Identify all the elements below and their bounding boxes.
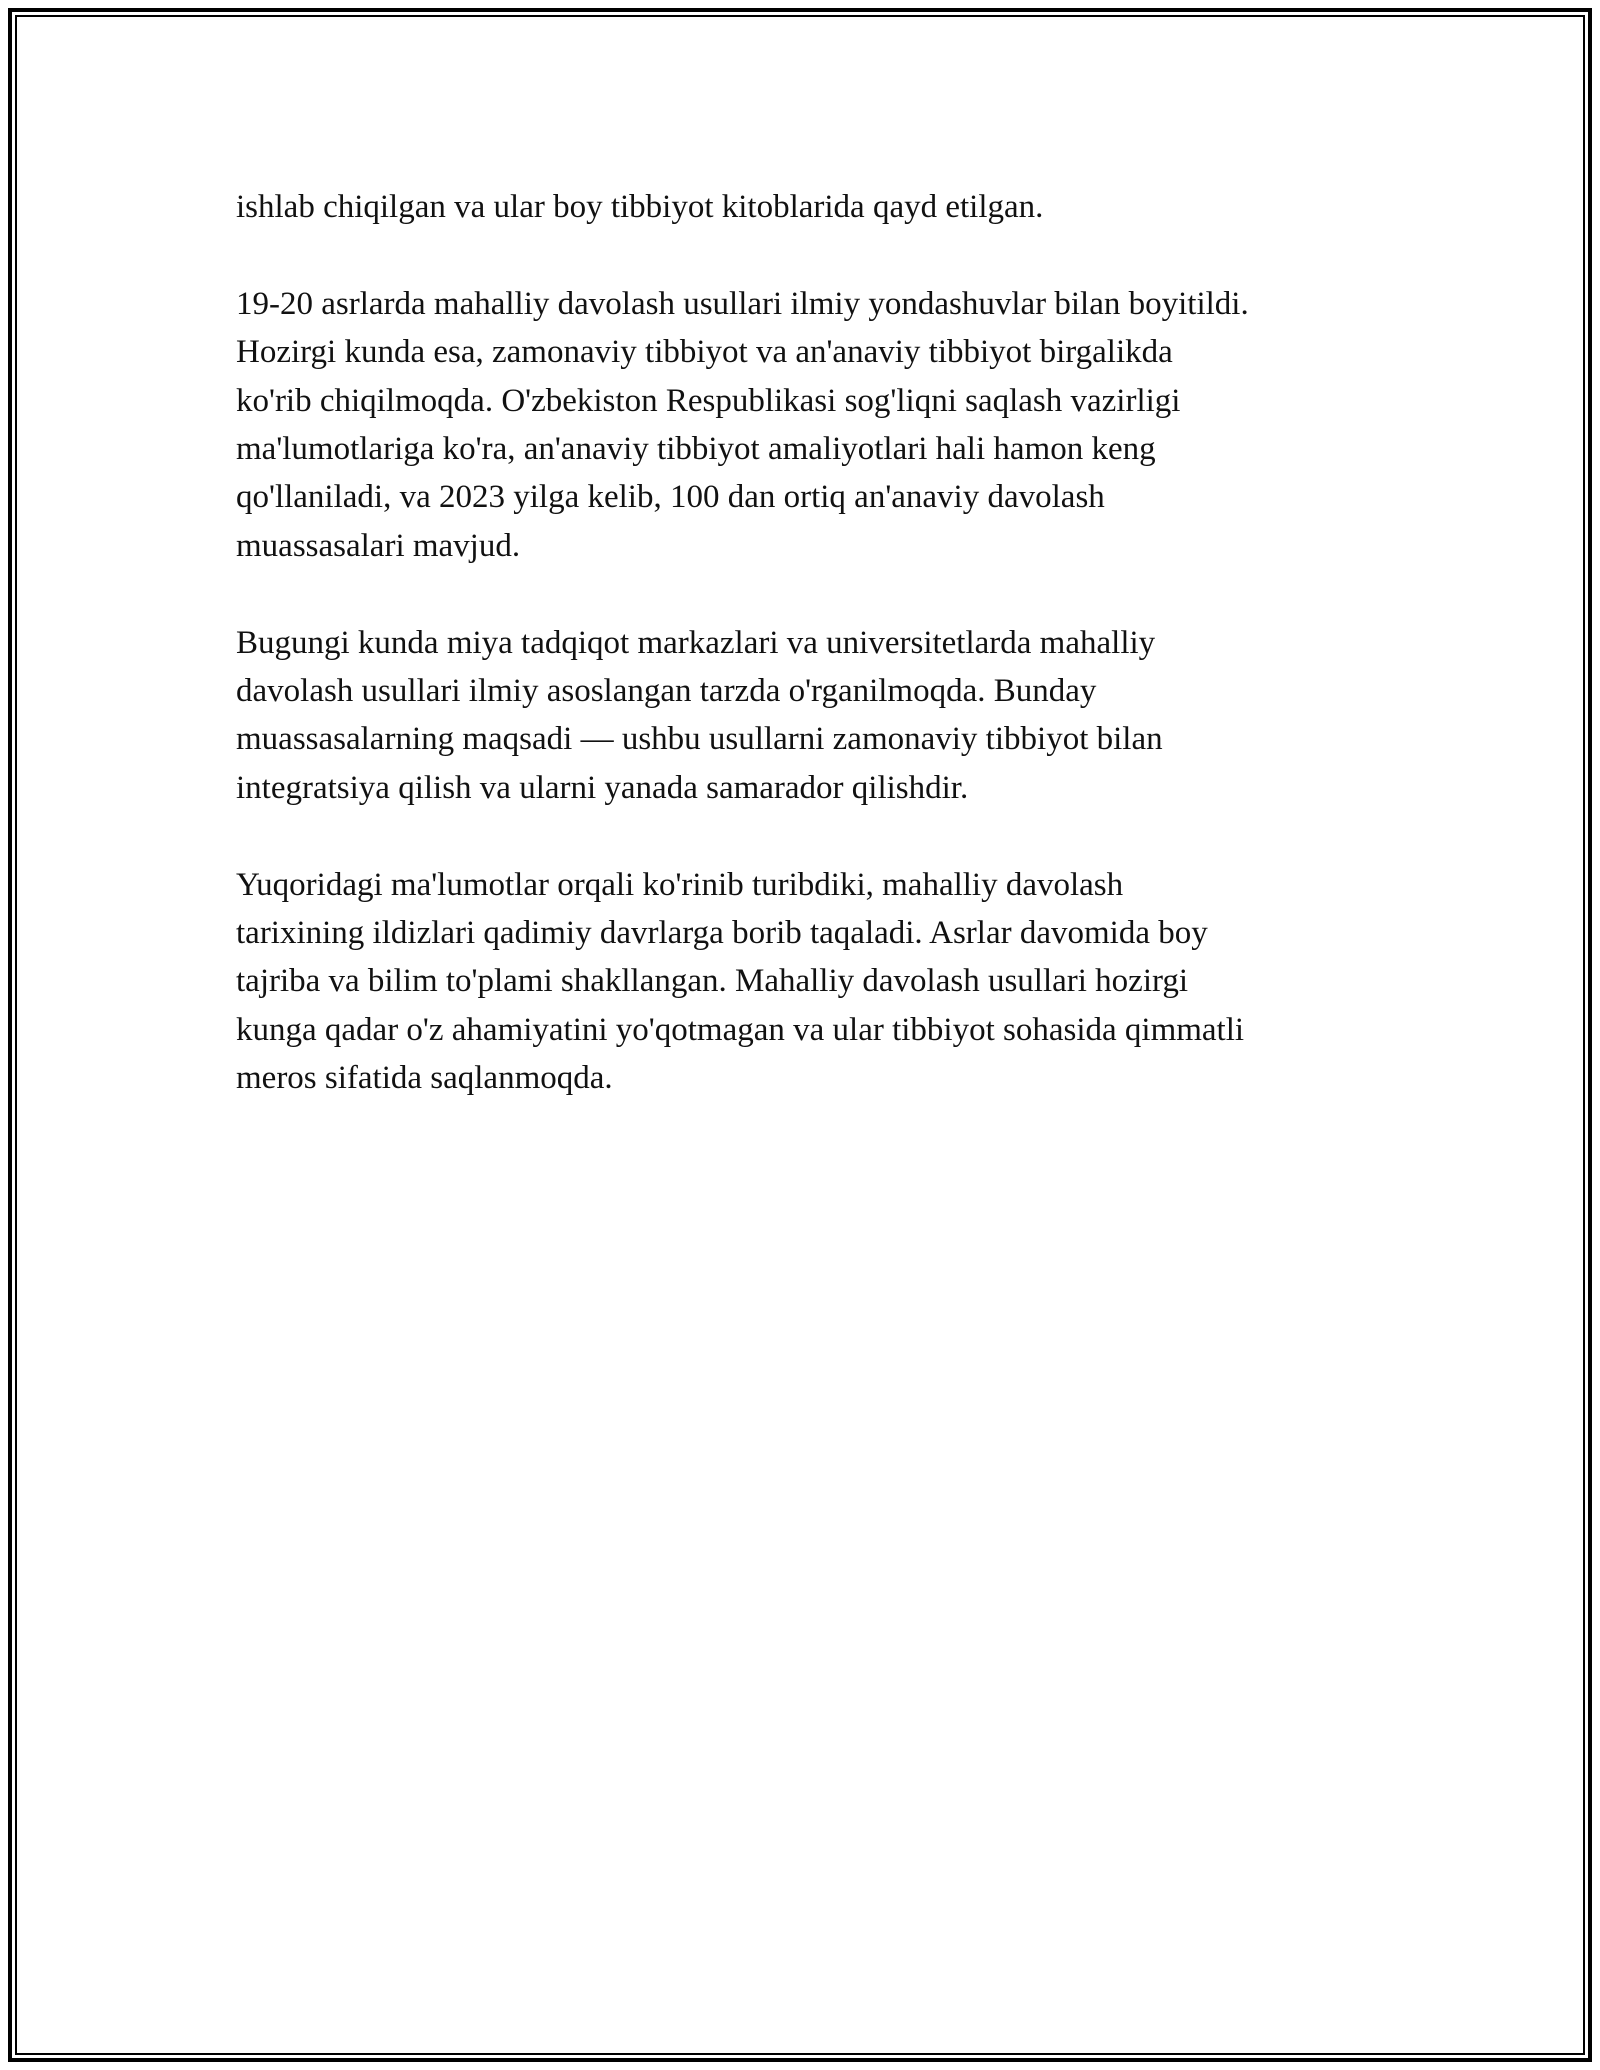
paragraph-2: 19-20 asrlarda mahalliy davolash usullari ilmiy yondashuvlar bilan boyitildi. Hozirgi kunda esa, zamonaviy tibbiyot va an'anaviy tibbiyot birgalikda ko'rib chiqilmoqda. O'zbekiston Respublikasi sog'liqni saqlash vazirligi ma'lumotlariga ko'ra, an'anaviy tibbiyot amaliyotlari hali hamon keng qo'llaniladi, va 2023 yilga kelib, 100 dan ortiq an'anaviy davolash muassasalari mavjud.	[236, 285, 1249, 564]
paragraph-1: ishlab chiqilgan va ular boy tibbiyot kitoblarida qayd etilgan.	[236, 189, 1044, 225]
paragraph-4: Yuqoridagi ma'lumotlar orqali ko'rinib turibdiki, mahalliy davolash tarixining ildizlari qadimiy davrlarga borib taqaladi. Asrlar davomida boy tajriba va bilim to'plami shakllangan. Mahalliy davolash usullari hozirgi kunga qadar o'z ahamiyatini yo'qotmagan va ular tibbiyot sohasida qimmatli meros sifatida saqlanmoqda.	[236, 866, 1245, 1097]
paragraph-3: Bugungi kunda miya tadqiqot markazlari va universitetlarda mahalliy davolash usullari ilmiy asoslangan tarzda o'rganilmoqda. Bunday muassasalarning maqsadi — ushbu usullarni zamonaviy tibbiyot bilan integratsiya qilish va ularni yanada samarador qilishdir.	[236, 624, 1163, 806]
document-body	[236, 183, 1386, 1151]
